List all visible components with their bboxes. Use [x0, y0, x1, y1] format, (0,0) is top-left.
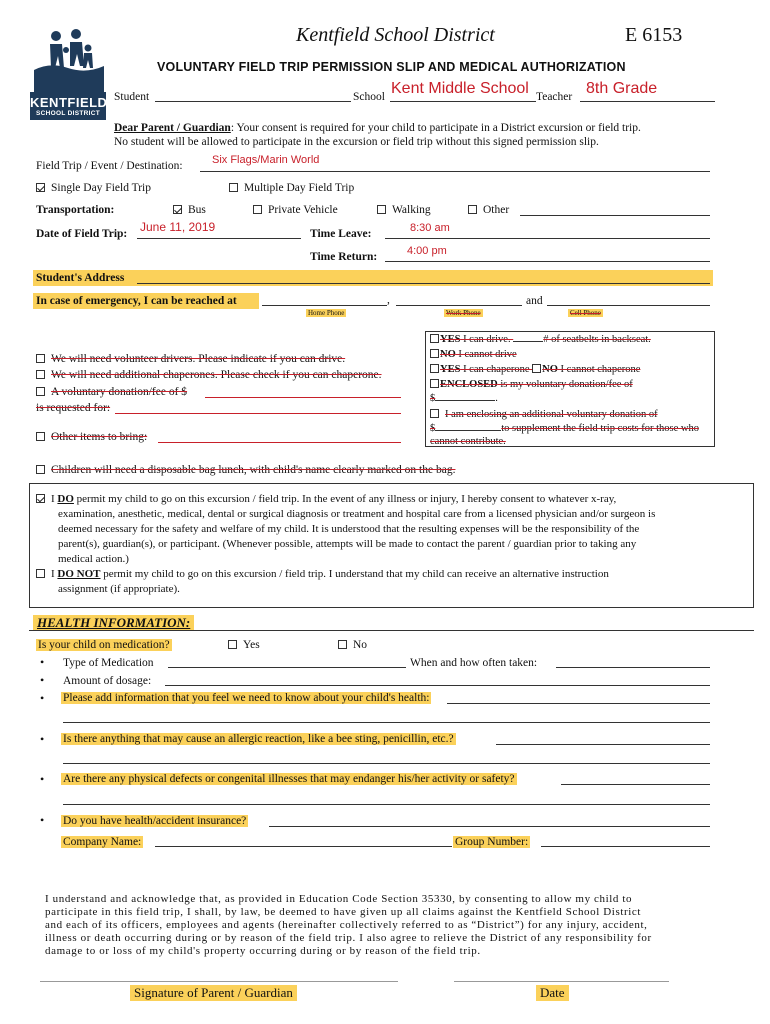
lunch-item[interactable]	[36, 464, 455, 476]
can-drive-checkbox[interactable]	[430, 334, 439, 343]
waiver-line-2: participate in this field trip, I shall, by law, be deemed to have given up all claims against the Kentfield School District	[45, 906, 642, 918]
volunteer-drivers-item[interactable]	[36, 353, 345, 365]
walking-label: Walking	[392, 204, 431, 216]
school-label: School	[353, 91, 385, 103]
medication-yes-checkbox[interactable]	[228, 640, 237, 649]
dosage-label: Amount of dosage:	[63, 675, 152, 687]
when-taken-label: When and how often taken:	[410, 657, 538, 669]
bullet-icon: •	[40, 691, 45, 705]
cannot-drive-text: I cannot drive	[455, 349, 517, 360]
address-label: Student's Address	[36, 272, 125, 284]
lunch-text: Children will need a disposable bag lunch, with child's name clearly marked on the bag.	[51, 464, 456, 476]
intro-text-1: : Your consent is required for your child to participate in a District excursion or field trip.	[230, 122, 641, 134]
can-chaperone-checkbox[interactable]	[430, 364, 439, 373]
allergy-field[interactable]	[496, 744, 710, 745]
bullet-icon: •	[40, 673, 45, 687]
additional-dollar: $	[430, 423, 436, 434]
consent-do-text-1: permit my child to go on this excursion / field trip. In the event of any illness or injury, I hereby consent to whatever x-ray,	[73, 493, 617, 505]
other-items-item[interactable]	[36, 431, 147, 443]
allergy-label: Is there anything that may cause an allergic reaction, like a bee sting, penicillin, etc.?	[63, 733, 454, 745]
time-leave-value[interactable]: 8:30 am	[410, 222, 450, 234]
company-label: Company Name:	[63, 836, 142, 848]
consent-donot-checkbox[interactable]	[36, 569, 45, 578]
consent-do-text-5: medical action.)	[58, 553, 129, 565]
bus-label: Bus	[188, 204, 206, 216]
health-info-label: Please add information that you feel we need to know about your child's health:	[63, 692, 430, 704]
destination-value[interactable]: Six Flags/Marin World	[212, 154, 320, 166]
chaperones-text: We will need additional chaperones. Please check if you can chaperone.	[51, 369, 382, 381]
private-vehicle-label: Private Vehicle	[268, 204, 338, 216]
bullet-icon: •	[40, 772, 45, 786]
salutation: Dear Parent / Guardian	[114, 122, 231, 134]
waiver-line-5: damage to or loss of my child's property occurring during or by reason of the field trip.	[45, 945, 481, 957]
multiple-day-option[interactable]	[229, 182, 354, 194]
additional-donation-amount-row[interactable]	[430, 423, 699, 434]
cannot-contribute-text: cannot contribute.	[430, 436, 506, 447]
intro-line-2: No student will be allowed to participate in the excursion or field trip without this signed permission slip.	[114, 136, 599, 148]
date-value[interactable]: June 11, 2019	[140, 220, 216, 234]
district-name: Kentfield School District	[296, 24, 495, 46]
consent-do-text-2: examination, anesthetic, medical, dental or surgical diagnosis or treatment and hospital care from a licensed physician and/or surgeon is	[58, 508, 656, 520]
single-day-label: Single Day Field Trip	[51, 182, 152, 194]
health-title: HEALTH INFORMATION:	[33, 615, 194, 631]
other-field[interactable]	[520, 215, 710, 216]
group-field[interactable]	[541, 846, 710, 847]
destination-label: Field Trip / Event / Destination:	[36, 160, 183, 172]
defects-label: Are there any physical defects or congenital illnesses that may endanger his/her activity or safety?	[63, 773, 515, 785]
additional-donation-text: I am enclosing an additional voluntary donation of	[445, 409, 658, 420]
donation-checkbox[interactable]	[36, 387, 45, 396]
time-return-field[interactable]	[385, 261, 710, 262]
consent-do-text-3: deemed necessary for the safety and welfare of my child. It is understood that the resulting expenses will be the responsibility of the	[58, 523, 640, 535]
consent-do-checkbox[interactable]	[36, 494, 45, 503]
other-items-text: Other items to bring:	[51, 431, 148, 443]
bus-checkbox[interactable]	[173, 205, 182, 214]
cell-phone-field[interactable]	[547, 305, 710, 306]
medication-question: Is your child on medication?	[38, 639, 170, 651]
date-label: Date of Field Trip:	[36, 228, 128, 240]
district-logo	[30, 22, 106, 128]
defects-field-2[interactable]	[63, 804, 710, 805]
donation-purpose-label: is requested for:	[36, 402, 111, 414]
walking-option[interactable]	[377, 204, 431, 216]
student-field[interactable]	[155, 101, 351, 102]
date-signature-field[interactable]	[454, 981, 669, 982]
single-day-checkbox[interactable]	[36, 183, 45, 192]
enclosed-dollar: $	[430, 393, 436, 404]
medication-no-checkbox[interactable]	[338, 640, 347, 649]
when-taken-field[interactable]	[556, 667, 710, 668]
enclosed-amount-row[interactable]: $ .	[430, 393, 498, 404]
intro-line-1	[114, 122, 641, 134]
health-info-field-2[interactable]	[63, 722, 710, 723]
additional-donation-row[interactable]	[430, 409, 658, 420]
can-drive-text: I can drive.	[460, 334, 514, 345]
teacher-field[interactable]	[580, 101, 715, 102]
medication-no-label: No	[353, 639, 368, 651]
cannot-drive-no: NO	[440, 349, 456, 360]
defects-field[interactable]	[561, 784, 710, 785]
walking-checkbox[interactable]	[377, 205, 386, 214]
allergy-field-2[interactable]	[63, 763, 710, 764]
can-drive-row[interactable]	[430, 334, 651, 345]
lunch-checkbox[interactable]	[36, 465, 45, 474]
company-field[interactable]	[155, 846, 452, 847]
time-leave-field[interactable]	[385, 238, 710, 239]
other-items-field[interactable]	[158, 442, 401, 443]
work-phone-caption: Work Phone	[446, 309, 481, 317]
enclosed-row[interactable]	[430, 379, 633, 390]
medication-type-field[interactable]	[168, 667, 406, 668]
insurance-label: Do you have health/accident insurance?	[63, 815, 247, 827]
other-checkbox[interactable]	[468, 205, 477, 214]
supplement-text: to supplement the field trip costs for those who	[501, 423, 699, 434]
consent-donot-row[interactable]	[36, 568, 609, 580]
logo-title: KENTFIELD	[30, 95, 108, 110]
cannot-chaperone-no: NO	[542, 364, 558, 375]
home-phone-caption: Home Phone	[308, 309, 345, 317]
cannot-chaperone-checkbox[interactable]	[532, 364, 541, 373]
dosage-field[interactable]	[165, 685, 710, 686]
single-day-option[interactable]	[36, 182, 151, 194]
medication-yes-option[interactable]	[228, 639, 260, 651]
time-return-label: Time Return:	[310, 251, 378, 263]
cannot-drive-checkbox[interactable]	[430, 349, 439, 358]
volunteer-drivers-checkbox[interactable]	[36, 354, 45, 363]
emergency-label: In case of emergency, I can be reached at	[36, 295, 237, 307]
transportation-label: Transportation:	[36, 204, 115, 216]
consent-donot-text-1: permit my child to go on this excursion / field trip. I understand that my child can receive an alternative instruction	[100, 568, 609, 580]
health-info-field[interactable]	[447, 703, 710, 704]
consent-do-word: DO	[57, 493, 74, 505]
student-label: Student	[114, 91, 150, 103]
volunteer-drivers-text: We will need volunteer drivers. Please indicate if you can drive.	[51, 353, 346, 365]
consent-donot-pre: I	[51, 568, 58, 580]
medication-no-option[interactable]	[338, 639, 367, 651]
home-phone-field[interactable]	[262, 305, 387, 306]
seatbelts-text: # of seatbelts in backseat.	[543, 334, 651, 345]
chaperones-item[interactable]	[36, 369, 382, 381]
family-silhouette-icon	[30, 22, 106, 92]
and-label: and	[526, 295, 543, 307]
donation-amount-field[interactable]	[205, 397, 401, 398]
can-chaperone-text: I can chaperone	[460, 364, 533, 375]
multiple-day-label: Multiple Day Field Trip	[244, 182, 355, 194]
parent-signature-label: Signature of Parent / Guardian	[130, 985, 297, 1001]
waiver-line-1: I understand and acknowledge that, as provided in Education Code Section 35330, by consenting to allow my child to	[45, 893, 633, 905]
bus-option[interactable]	[173, 204, 206, 216]
medication-type-label: Type of Medication	[63, 657, 154, 669]
can-chaperone-yes: YES	[440, 364, 461, 375]
logo-subtitle: SCHOOL DISTRICT	[36, 110, 100, 117]
date-signature-label: Date	[536, 985, 569, 1001]
parent-signature-field[interactable]	[40, 981, 398, 982]
bullet-icon: •	[40, 655, 45, 669]
donation-item[interactable]	[36, 386, 187, 398]
private-vehicle-option[interactable]	[253, 204, 338, 216]
school-value[interactable]: Kent Middle School	[391, 80, 529, 97]
enclosed-checkbox[interactable]	[430, 379, 439, 388]
address-field[interactable]	[137, 283, 710, 284]
bullet-icon: •	[40, 732, 45, 746]
cannot-drive-row[interactable]	[430, 349, 517, 360]
other-items-checkbox[interactable]	[36, 432, 45, 441]
enclosed-text: is my voluntary donation/fee of	[497, 379, 633, 390]
consent-donot-word: DO NOT	[57, 568, 101, 580]
donation-text: A voluntary donation/fee of $	[51, 386, 188, 398]
school-field[interactable]	[390, 101, 536, 102]
enclosed-word: ENCLOSED	[440, 379, 498, 390]
bullet-icon: •	[40, 813, 45, 827]
time-return-value[interactable]: 4:00 pm	[407, 245, 447, 257]
cannot-chaperone-text: I cannot chaperone	[557, 364, 641, 375]
consent-donot-text-2: assignment (if appropriate).	[58, 583, 180, 595]
teacher-value[interactable]: 8th Grade	[586, 80, 658, 97]
date-field[interactable]	[137, 238, 301, 239]
other-label: Other	[483, 204, 510, 216]
work-phone-field[interactable]	[396, 305, 522, 306]
consent-do-row[interactable]	[36, 493, 616, 505]
group-label: Group Number:	[455, 836, 529, 848]
insurance-field[interactable]	[269, 826, 710, 827]
chaperone-row[interactable]	[430, 364, 640, 375]
multiple-day-checkbox[interactable]	[229, 183, 238, 192]
cell-phone-caption: Cell Phone	[570, 309, 601, 317]
private-vehicle-checkbox[interactable]	[253, 205, 262, 214]
consent-do-pre: I	[51, 493, 58, 505]
destination-field[interactable]	[200, 171, 710, 172]
waiver-line-3: and each of its officers, employees and agents (hereinafter collectively referred to as “District”) for any injury, accident,	[45, 919, 648, 931]
form-code: E 6153	[625, 24, 683, 46]
other-option[interactable]	[468, 204, 509, 216]
chaperones-checkbox[interactable]	[36, 370, 45, 379]
waiver-text	[45, 893, 652, 958]
waiver-line-4: illness or death occurring during or by reason of the field trip. I also agree to relieve the District of any responsibility for	[45, 932, 652, 944]
donation-purpose-field[interactable]	[115, 413, 401, 414]
can-drive-yes: YES	[440, 334, 461, 345]
medication-yes-label: Yes	[243, 639, 260, 651]
teacher-label: Teacher	[536, 91, 573, 103]
time-leave-label: Time Leave:	[310, 228, 372, 240]
additional-donation-checkbox[interactable]	[430, 409, 439, 418]
consent-do-text-4: parent(s), guardian(s), or participant. (Whenever possible, attempts will be made to contact the parent / guardian prior to taking any	[58, 538, 637, 550]
form-title: VOLUNTARY FIELD TRIP PERMISSION SLIP AND MEDICAL AUTHORIZATION	[157, 60, 626, 74]
